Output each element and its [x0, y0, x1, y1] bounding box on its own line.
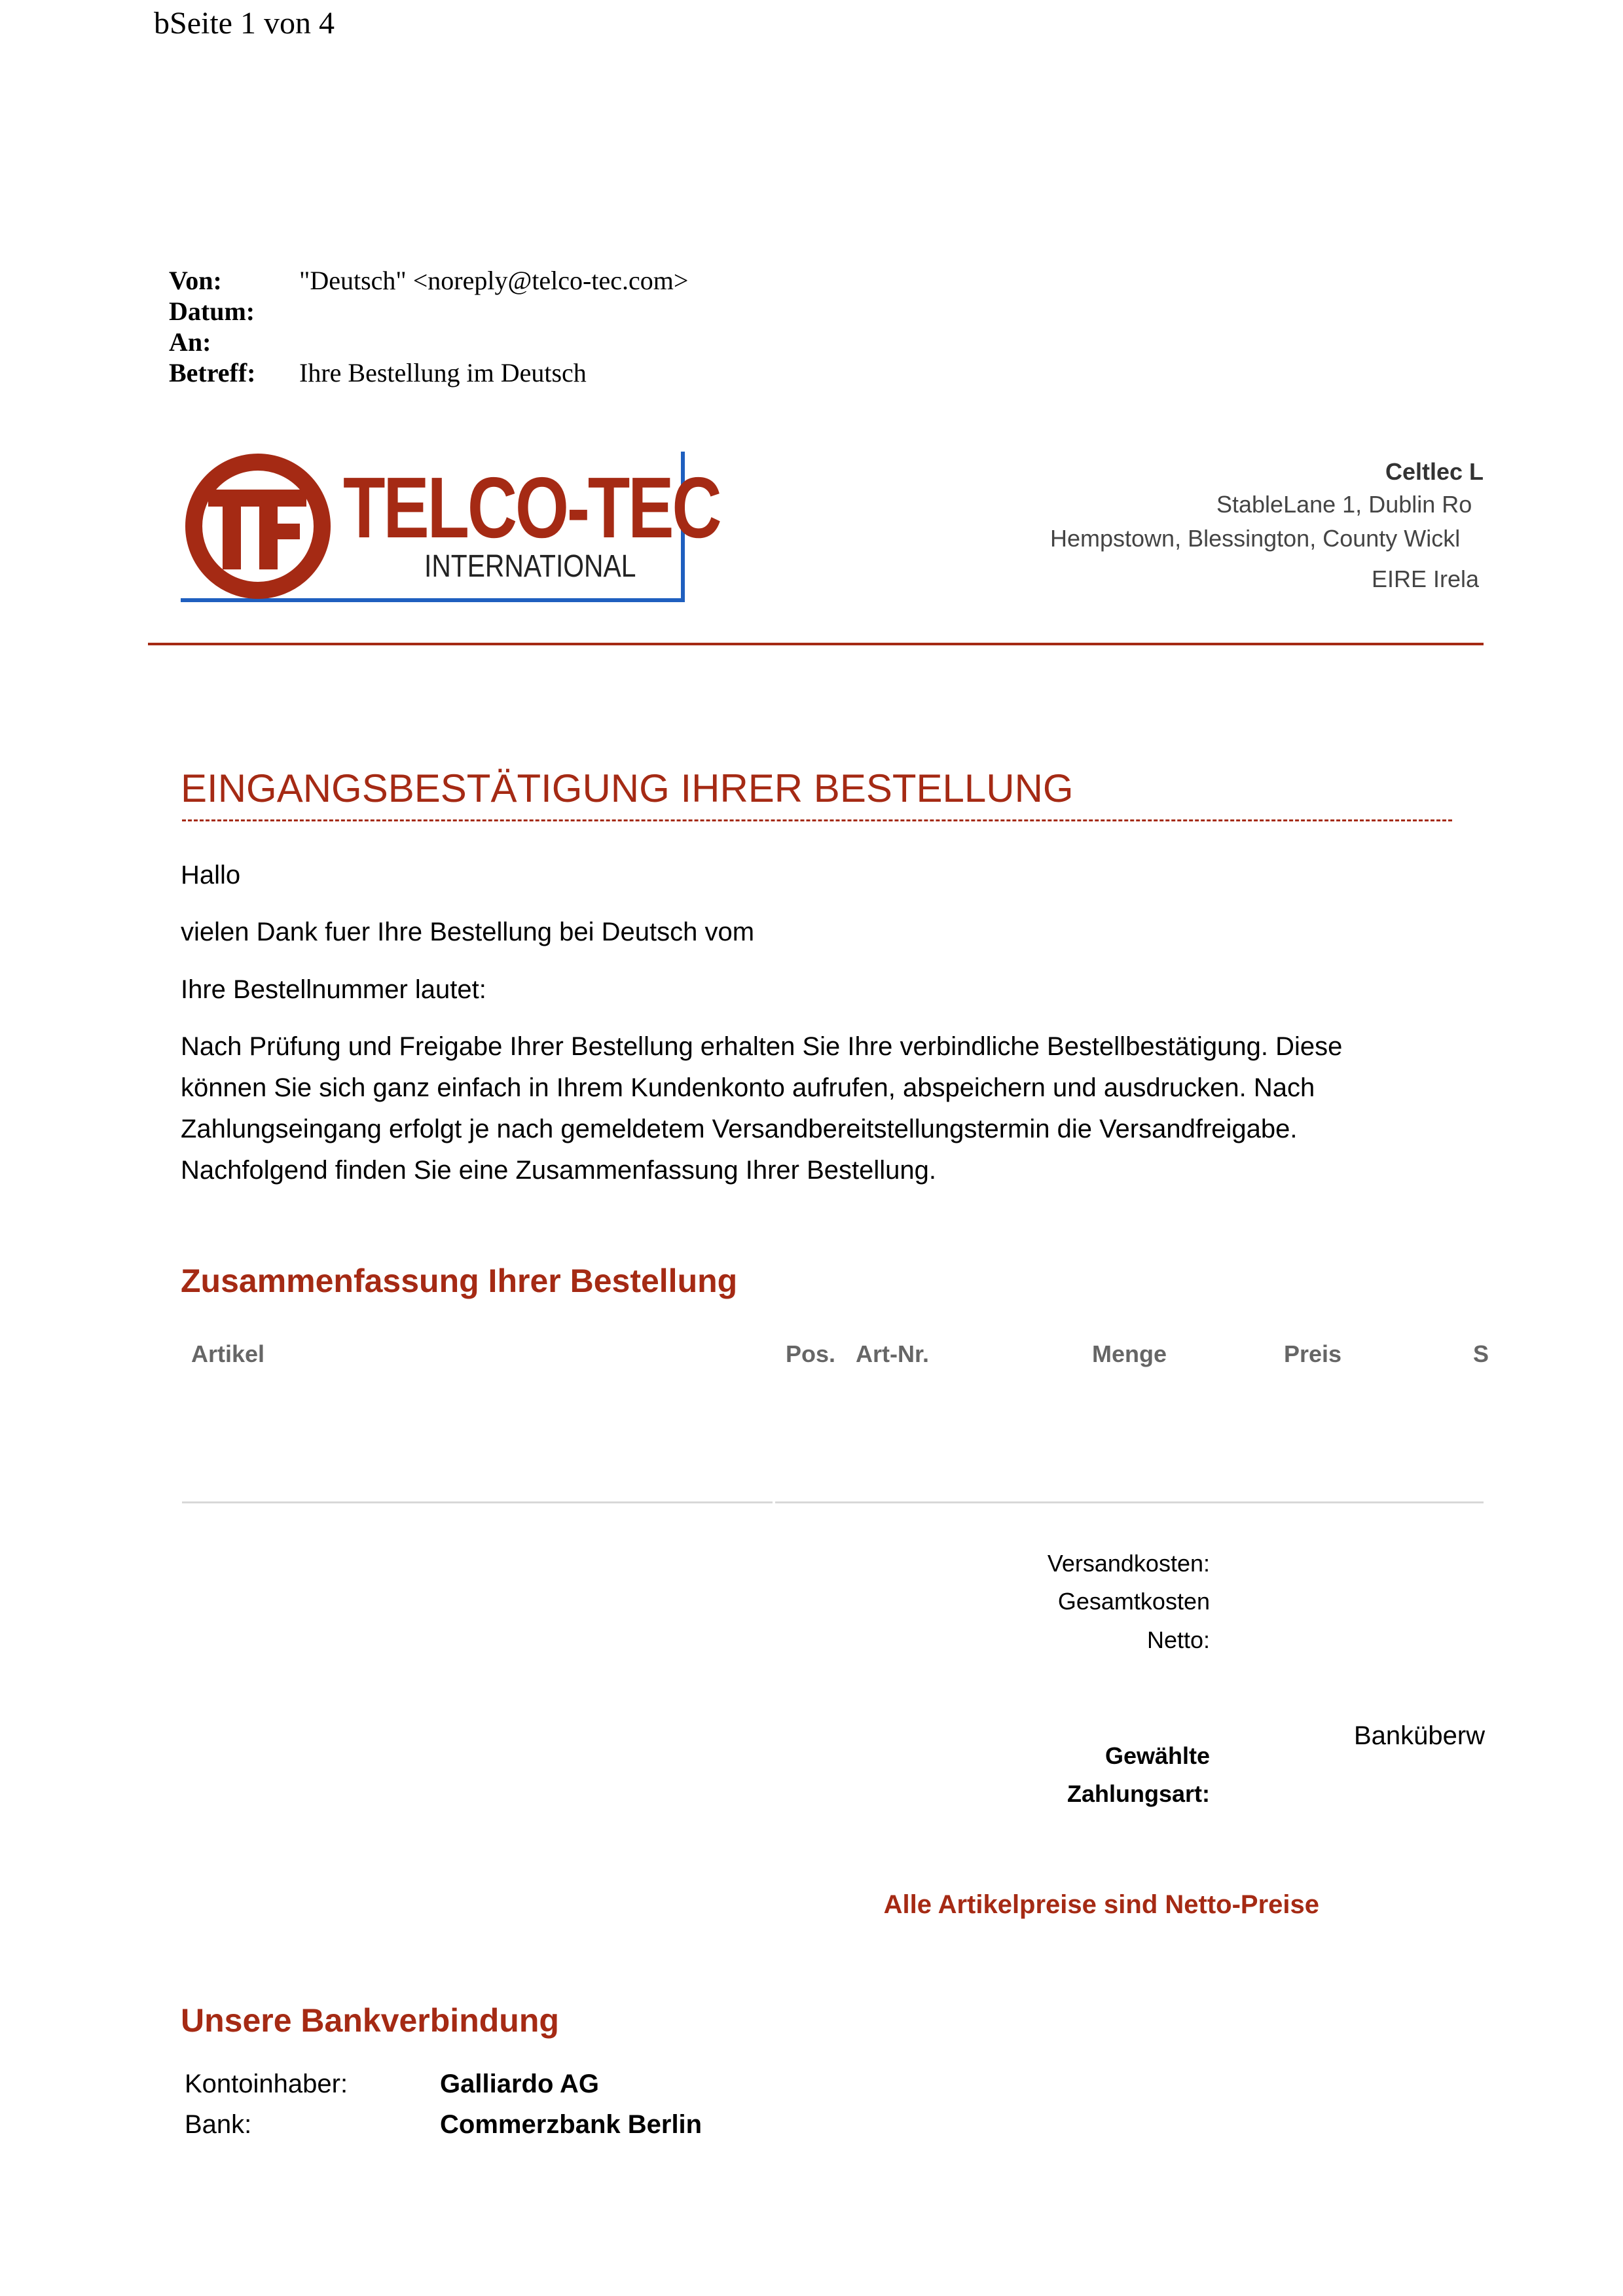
greeting: Hallo [181, 861, 241, 889]
company-name: Celtlec L [1385, 458, 1484, 485]
column-header-summe: S [1473, 1340, 1489, 1367]
bank-heading: Unsere Bankverbindung [181, 2002, 559, 2039]
subject-value: Ihre Bestellung im Deutsch [299, 358, 587, 387]
column-header-preis: Preis [1284, 1340, 1342, 1367]
column-header-pos: Pos. [786, 1340, 836, 1367]
column-header-artikel: Artikel [191, 1340, 265, 1367]
from-label: Von: [169, 266, 222, 295]
net-prices-note: Alle Artikelpreise sind Netto-Preise [883, 1890, 1319, 1919]
page-title: EINGANGSBESTÄTIGUNG IHRER BESTELLUNG [181, 766, 1074, 810]
account-holder-label: Kontoinhaber: [185, 2070, 348, 2098]
thanks-line: vielen Dank fuer Ihre Bestellung bei Deutsch vom [181, 918, 755, 946]
info-paragraph-line-2: können Sie sich ganz einfach in Ihrem Kundenkonto aufrufen, abspeichern und ausdrucken. Nach [181, 1073, 1315, 1102]
column-header-art-nr: Art-Nr. [856, 1340, 930, 1367]
table-bottom-rule-left [182, 1501, 773, 1503]
net-label: Netto: [1146, 1626, 1210, 1653]
info-paragraph-line-3: Zahlungseingang erfolgt je nach gemeldetem Versandbereitstellungstermin die Versandfreigabe. [181, 1115, 1298, 1143]
from-value: "Deutsch" <noreply@telco-tec.com> [299, 266, 689, 295]
logo-subtitle: INTERNATIONAL [424, 549, 636, 584]
header-divider [148, 643, 1484, 645]
payment-method-value: Banküberw [1354, 1721, 1486, 1750]
title-dashed-divider [182, 819, 1452, 821]
shipping-cost-label: Versandkosten: [1047, 1550, 1210, 1577]
summary-heading: Zusammenfassung Ihrer Bestellung [181, 1263, 738, 1299]
info-paragraph-line-4: Nachfolgend finden Sie eine Zusammenfassung Ihrer Bestellung. [181, 1156, 937, 1185]
bank-value: Commerzbank Berlin [440, 2110, 702, 2139]
subject-label: Betreff: [169, 358, 256, 387]
payment-method-label-line-2: Zahlungsart: [1067, 1780, 1210, 1807]
date-label: Datum: [169, 296, 255, 326]
logo-mark-icon [182, 450, 334, 602]
page-number: bSeite 1 von 4 [154, 6, 335, 41]
payment-method-label-line-1: Gewählte [1104, 1742, 1210, 1769]
account-holder-value: Galliardo AG [440, 2070, 600, 2098]
total-cost-label: Gesamtkosten [1057, 1588, 1210, 1615]
company-street: StableLane 1, Dublin Ro [1216, 491, 1472, 518]
to-label: An: [169, 327, 211, 357]
company-city: Hempstown, Blessington, County Wickl [1050, 525, 1461, 552]
info-paragraph-line-1: Nach Prüfung und Freigabe Ihrer Bestellung erhalten Sie Ihre verbindliche Bestellbestätigung. Diese [181, 1032, 1343, 1061]
order-number-line: Ihre Bestellnummer lautet: [181, 975, 486, 1004]
bank-label: Bank: [185, 2110, 252, 2139]
company-logo [181, 452, 720, 602]
logo-name: TELCO-TEC [343, 459, 720, 556]
company-country: EIRE Irela [1372, 565, 1480, 592]
table-bottom-rule-right [775, 1501, 1484, 1503]
column-header-menge: Menge [1092, 1340, 1167, 1367]
